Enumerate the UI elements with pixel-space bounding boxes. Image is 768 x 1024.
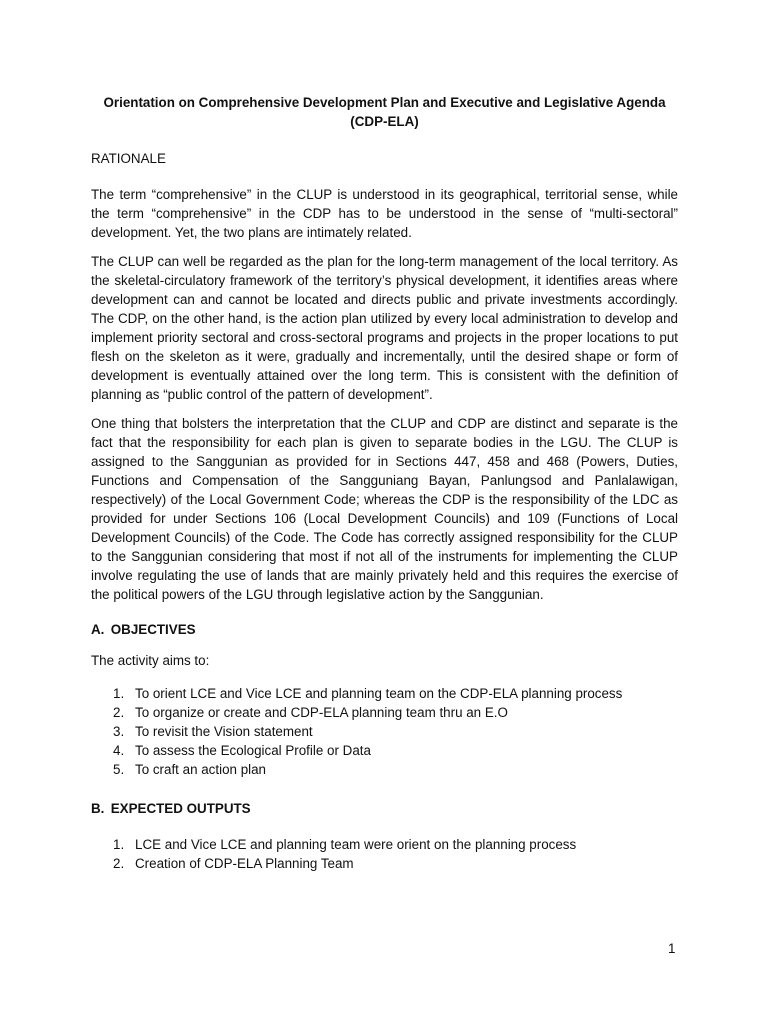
list-item <box>113 722 678 741</box>
outputs-heading <box>91 799 678 818</box>
title-line-2: (CDP-ELA) <box>350 114 419 129</box>
list-item-text: To assess the Ecological Profile or Data <box>135 743 371 758</box>
list-item-text: To organize or create and CDP-ELA planning team thru an E.O <box>135 705 508 720</box>
paragraph-1: The term “comprehensive” in the CLUP is understood in its geographical, territorial sense, while the term “comprehensive” in the CDP has to be understood in the sense of “multi-sectoral” development. Yet, the two plans are intimately related. <box>91 187 678 240</box>
objectives-list <box>91 684 678 779</box>
list-item-text: To craft an action plan <box>135 762 267 777</box>
list-item-text: Creation of CDP-ELA Planning Team <box>135 856 354 871</box>
list-item-number: 1. <box>113 686 125 701</box>
list-item-number: 4. <box>113 743 125 758</box>
list-item-number: 1. <box>113 837 125 852</box>
title-line-1: Orientation on Comprehensive Development Plan and Executive and Legislative Agenda <box>103 95 666 110</box>
list-item-number: 3. <box>113 724 125 739</box>
objectives-heading-text: OBJECTIVES <box>110 622 196 637</box>
objectives-intro: The activity aims to: <box>91 653 210 668</box>
list-item-number: 2. <box>113 705 125 720</box>
list-item <box>113 684 678 703</box>
paragraph-3: One thing that bolsters the interpretation that the CLUP and CDP are distinct and separate is the fact that the responsibility for each plan is given to separate bodies in the LGU. The CLUP is assigned to the Sanggunian as provided for in Sections 447, 458 and 468 (Powers, Duties, Functions and Compensation of the Sangguniang Bayan, Panlungsod and Panlalawigan, respectively) of the Local Government Code; whereas the CDP is the responsibility of the LDC as provided for under Sections 106 (Local Development Councils) and 109 (Functions of Local Development Councils) of the Code. The Code has correctly assigned responsibility for the CLUP to the Sanggunian considering that most if not all of the instruments for implementing the CLUP involve regulating the use of lands that are mainly privately held and this requires the exercise of the political powers of the LGU through legislative action by the Sanggunian. <box>91 416 678 602</box>
outputs-list <box>91 835 678 873</box>
list-item-text: To orient LCE and Vice LCE and planning team on the CDP-ELA planning process <box>135 686 623 701</box>
list-item-text: To revisit the Vision statement <box>135 724 313 739</box>
list-item <box>113 703 678 722</box>
list-item <box>113 760 678 779</box>
rationale-label: RATIONALE <box>91 151 166 166</box>
list-item <box>113 835 678 854</box>
page-number: 1 <box>668 941 676 956</box>
list-item-number: 5. <box>113 762 125 777</box>
paragraph-2: The CLUP can well be regarded as the plan for the long-term management of the local territory. As the skeletal-circulatory framework of the territory’s physical development, it identifies areas where development can and cannot be located and directs public and private investments accordingly. The CDP, on the other hand, is the action plan utilized by every local administration to develop and implement priority sectoral and cross-sectoral programs and projects in the proper locations to put flesh on the skeleton as it were, gradually and incrementally, until the desired shape or form of development is eventually attained over the long term. This is consistent with the definition of planning as “public control of the pattern of development”. <box>91 254 678 402</box>
document-body <box>91 93 678 873</box>
outputs-heading-text: EXPECTED OUTPUTS <box>110 801 251 816</box>
objectives-heading <box>91 620 678 639</box>
list-item-text: LCE and Vice LCE and planning team were orient on the planning process <box>135 837 577 852</box>
list-item-number: 2. <box>113 856 125 871</box>
document-title <box>91 93 678 131</box>
outputs-letter: B. <box>91 801 105 816</box>
list-item <box>113 741 678 760</box>
list-item <box>113 854 678 873</box>
objectives-letter: A. <box>91 622 105 637</box>
